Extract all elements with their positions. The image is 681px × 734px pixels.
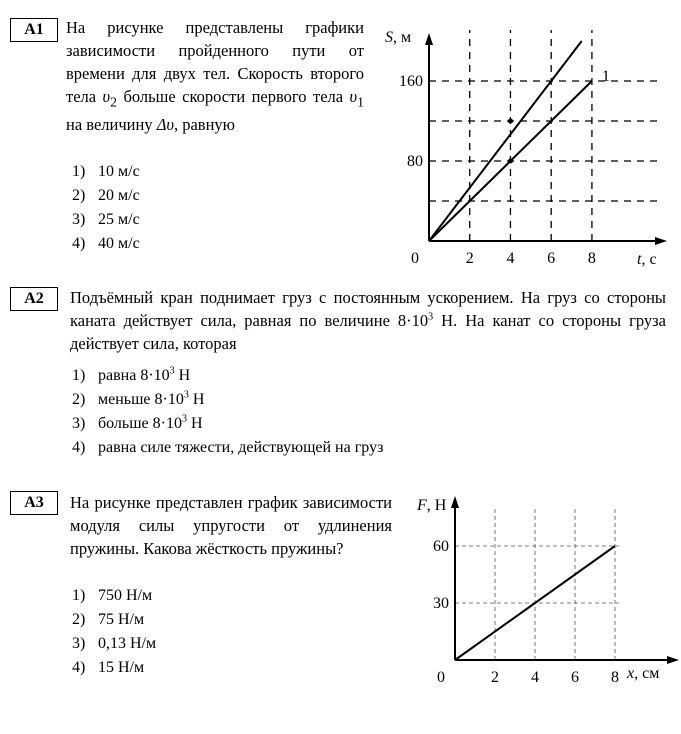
option-unit: Н [174,367,191,384]
data-point [508,119,513,124]
option-number: 3) [72,415,86,432]
x-tick-label: 4 [531,669,539,686]
x-tick-label: 8 [611,669,619,686]
y-tick-label: 80 [407,153,423,170]
series-label: 1 [601,68,610,85]
question-text-part: , равную [173,115,235,135]
answer-option[interactable] [72,656,156,680]
answer-option[interactable] [72,208,140,232]
option-unit: Н [188,391,205,408]
question-text-a1 [66,16,364,136]
answer-option[interactable] [72,184,140,208]
exponent: 3 [169,365,175,377]
option-text: 10 м/с [98,163,140,180]
force-extension-chart [405,490,681,690]
option-text: 40 м/с [98,235,140,252]
option-unit: Н [186,415,203,432]
option-number: 1) [72,367,86,384]
option-number: 1) [72,587,86,604]
question-text-part: На рисунке представлены графики зависимости пройденного пути от времени для двух тел. Скорость второго тела [66,18,364,106]
option-text: 25 м/с [98,211,140,228]
x-tick-label: 6 [547,250,556,267]
option-text: 0,13 Н/м [98,635,157,652]
x-axis-arrow-icon [655,237,667,245]
y-axis-label: F, Н [417,497,447,514]
velocity-symbol: υ [349,87,358,106]
x-tick-label: 4 [506,250,515,267]
question-label-a1: A1 [10,18,58,42]
option-number: 4) [72,439,86,456]
origin-label: 0 [437,669,445,686]
option-text: 15 Н/м [98,659,145,676]
option-text: 20 м/с [98,187,140,204]
answer-options-a2 [72,364,383,460]
answer-options-a1 [72,160,140,256]
distance-time-chart [375,10,675,280]
x-axis-arrow-icon [667,656,679,664]
delta-velocity-symbol: Δυ [156,115,174,135]
question-label-a2: A2 [10,287,58,311]
question-text-a3: На рисунке представлен график зависимости модуля силы упругости от удлинения пружины. Какова жёсткость пружины? [70,493,392,558]
answer-option[interactable] [72,584,156,608]
answer-option[interactable] [72,160,140,184]
y-axis-arrow-icon [451,496,459,508]
y-tick-label: 60 [433,538,449,555]
question-text-part: на величину [66,115,157,135]
answer-option[interactable] [72,632,156,656]
question-text-a2 [70,286,666,355]
option-text: меньше 8·10 [98,391,184,408]
x-tick-label: 2 [465,250,474,267]
y-tick-label: 30 [433,595,449,612]
question-label-a3: A3 [10,491,58,515]
option-text: равна силе тяжести, действующей на груз [98,439,384,456]
option-number: 4) [72,659,86,676]
x-axis-label: t, с [637,251,657,268]
option-number: 3) [72,211,86,228]
option-text: 75 Н/м [98,611,145,628]
x-tick-label: 2 [491,669,499,686]
option-text: больше 8·10 [98,415,182,432]
option-number: 2) [72,391,86,408]
question-text-part: Н. На канат со стороны груза действует сила, которая [70,311,666,353]
velocity-symbol: υ [102,87,111,106]
answer-options-a3 [72,584,156,680]
series-line-2 [429,41,582,241]
option-number: 2) [72,187,86,204]
option-number: 3) [72,635,86,652]
option-text: 750 Н/м [98,587,153,604]
answer-option[interactable] [72,436,383,460]
y-axis-label: S, м [385,29,412,46]
answer-option[interactable] [72,364,383,388]
answer-option[interactable] [72,412,383,436]
option-number: 4) [72,235,86,252]
option-number: 1) [72,163,86,180]
option-text: равна 8·10 [98,367,170,384]
y-tick-label: 160 [399,73,423,90]
answer-option[interactable] [72,608,156,632]
y-axis-arrow-icon [425,33,433,45]
option-number: 2) [72,611,86,628]
x-axis-label: x, см [627,665,660,682]
question-text-part: больше скорости первого тела [117,87,350,106]
question-text-part: Подъёмный кран поднимает груз с постоянным ускорением. На груз со стороны каната действует сила, равная по величине 8·10 [70,288,666,330]
data-point [508,159,513,164]
exponent: 3 [181,413,187,425]
exponent: 3 [428,311,434,323]
origin-label: 0 [411,250,419,267]
velocity-subscript: 2 [110,94,117,110]
exponent: 3 [183,389,189,401]
x-tick-label: 6 [571,669,579,686]
answer-option[interactable] [72,388,383,412]
velocity-subscript: 1 [357,94,364,110]
x-tick-label: 8 [587,250,596,267]
answer-option[interactable] [72,232,140,256]
